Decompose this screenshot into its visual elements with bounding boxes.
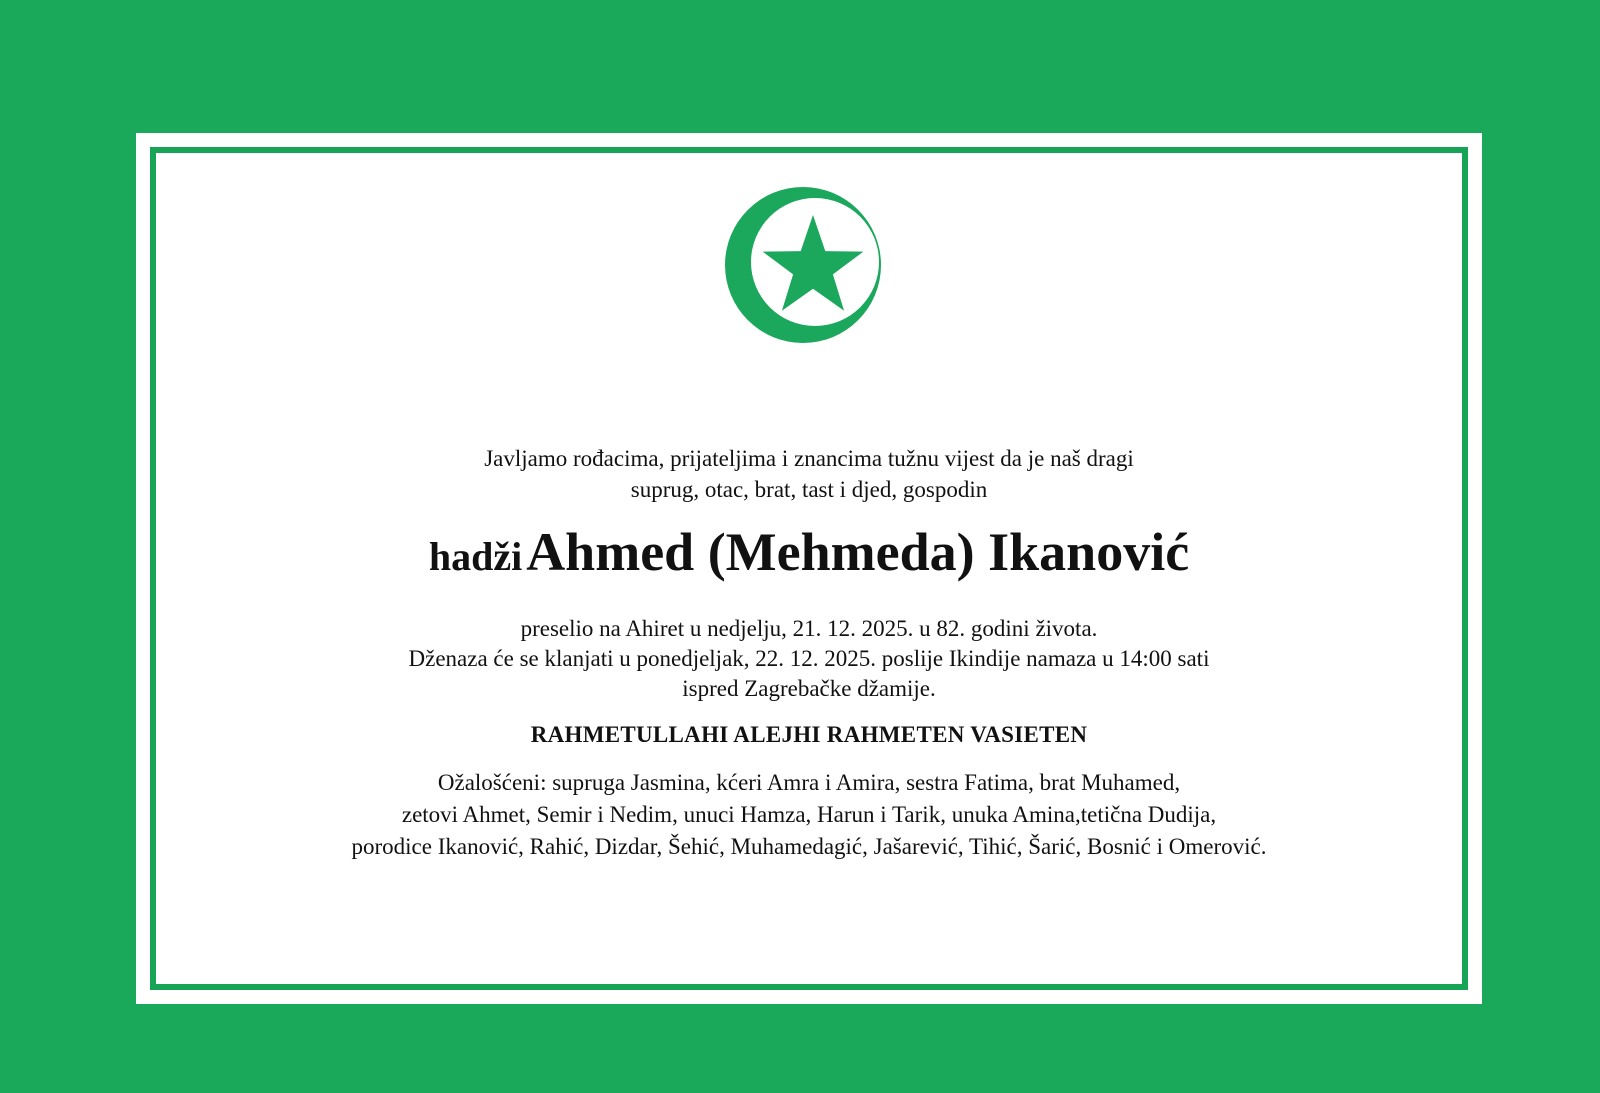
funeral-details: [136, 614, 1482, 704]
name-prefix: hadži: [428, 534, 523, 579]
mourners-line-2: zetovi Ahmet, Semir i Nedim, unuci Hamza, Harun i Tarik, unuka Amina,tetična Dudija,: [401, 802, 1217, 827]
announcement-intro: [136, 443, 1482, 505]
details-line-3: ispred Zagrebačke džamije.: [682, 676, 936, 701]
mourners-line-1: Ožalošćeni: supruga Jasmina, kćeri Amra i Amira, sestra Fatima, brat Muhamed,: [437, 770, 1181, 795]
prayer-phrase: RAHMETULLAHI ALEJHI RAHMETEN VASIETEN: [530, 722, 1088, 747]
details-line-2: Dženaza će se klanjati u ponedjeljak, 22. 12. 2025. poslije Ikindije namaza u 14:00 sati: [408, 646, 1210, 671]
crescent-and-star-icon: [722, 178, 892, 348]
full-name: Ahmed (Mehmeda) Ikanović: [526, 522, 1190, 582]
mourners-line-3: porodice Ikanović, Rahić, Dizdar, Šehić, Muhamedagić, Jašarević, Tihić, Šarić, Bosnić i Omerović.: [351, 834, 1267, 859]
details-line-1: preselio na Ahiret u nedjelju, 21. 12. 2025. u 82. godini života.: [520, 616, 1098, 641]
mourners-list: [136, 767, 1482, 863]
obituary-notice: [136, 133, 1482, 1004]
deceased-name: [136, 521, 1482, 583]
intro-line-1: Javljamo rođacima, prijateljima i znancima tužnu vijest da je naš dragi: [484, 446, 1134, 471]
intro-line-2: suprug, otac, brat, tast i djed, gospodin: [630, 477, 988, 502]
